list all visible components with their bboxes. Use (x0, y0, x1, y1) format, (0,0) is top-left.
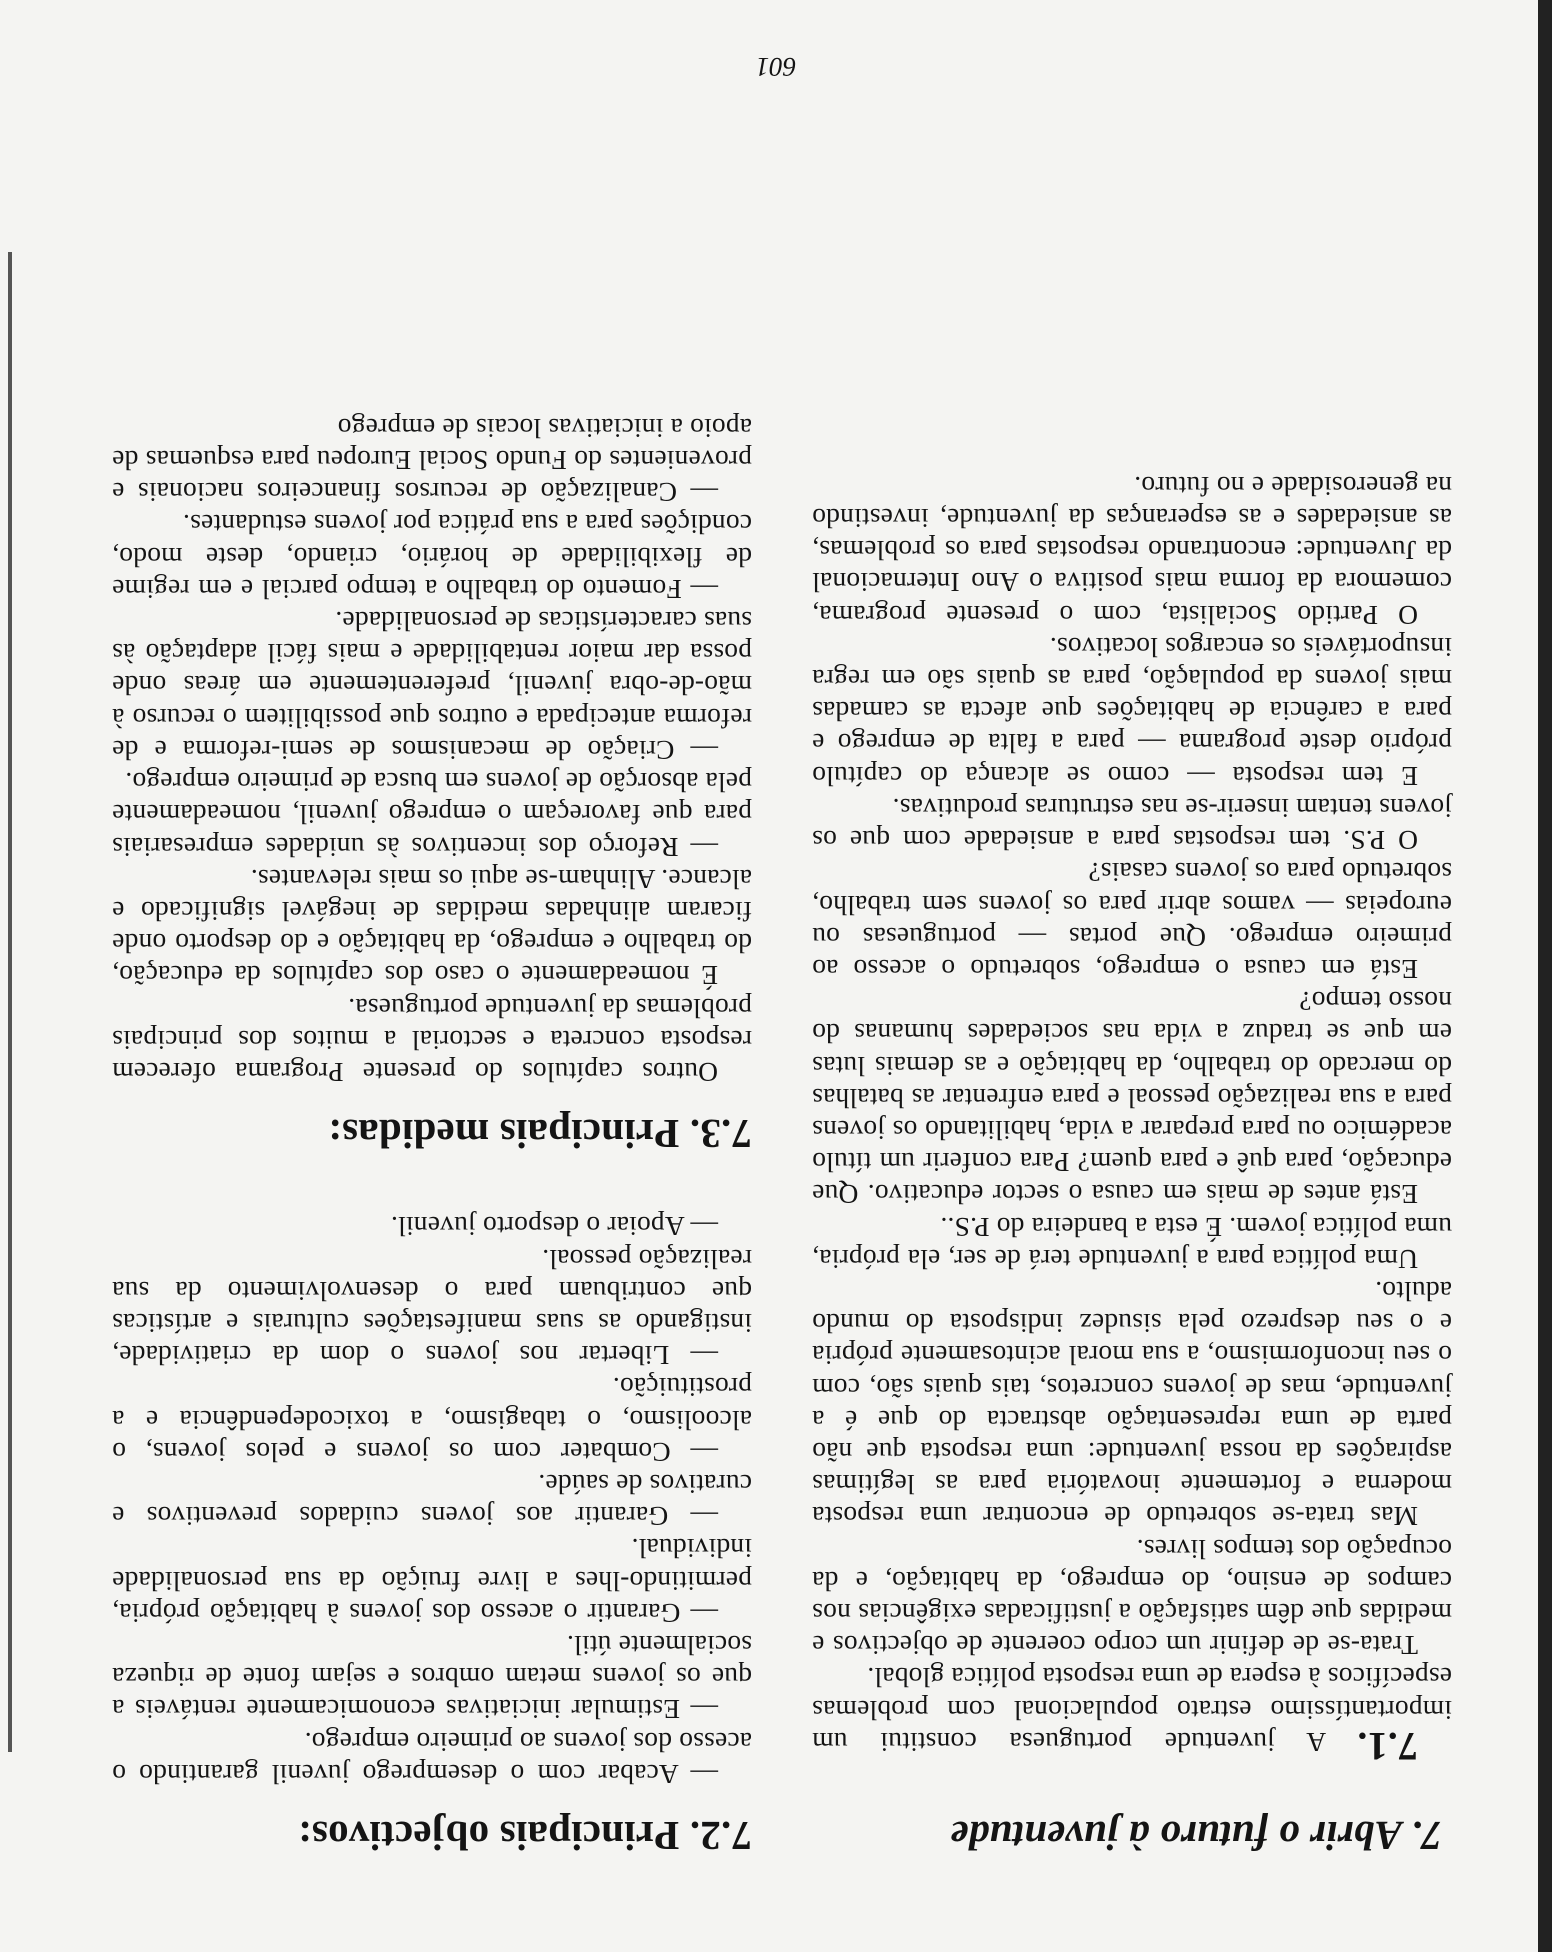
measure-item: — Canalização de recursos financeiros nacionais e provenientes do Fundo Social Europeu para esquemas de apoio a iniciativas locais de emprego (112, 412, 752, 509)
objective-item: — Garantir aos jovens cuidados preventivos e curativos de saúde. (112, 1468, 752, 1533)
chapter-title: 7. Abrir o futuro à juventude (950, 1813, 1442, 1859)
measure-item: — Reforço dos incentivos às unidades empresariais para que favoreçam o emprego juvenil, nomeadamente pela absorção de jovens em busca de primeiro emprego. (112, 767, 752, 863)
measure-item: — Criação de mecanismos de semi-reforma e de reforma antecipada e outros que possibilitem o recurso à mão-de-obra juvenil, preferentemente em áreas onde possa dar maior rentabilidade e mais fácil adaptação às suas características de personalidade. (112, 606, 752, 766)
right-column (112, 412, 752, 1859)
objective-item: — Garantir o acesso dos jovens à habitação própria, permitindo-lhes a livre fruição da sua personalidade individual. (112, 1533, 752, 1629)
section-7-1-paragraph: Está antes de mais em causa o sector educativo. Que educação, para quê e para quem? Para conferir um título académico ou para preparar a vida, habilitando os jovens para a sua realização pessoal e para enfrentar as batalhas do mercado do trabalho, da habitação e as demais lutas em que se traduz a vida nas sociedades humanas do nosso tempo? (812, 986, 1452, 1211)
objective-item: — Apoiar o desporto juvenil. (390, 1211, 718, 1243)
section-7-1-paragraph: 7.1. A juventude portuguesa constitui um importantíssimo estrato populacional com problemas específicos à espera de uma resposta política global. (812, 1662, 1452, 1769)
section-7-2-title: 7.2. Principais objectivos: (297, 1813, 752, 1859)
section-7-1-paragraph: Mas trata-se sobretudo de encontrar uma resposta moderna e fortemente inovatória para as legítimas aspirações da nossa juventude: uma resposta que não parta de uma representação abstracta do que é a juventude, mas de jovens concretos, tais quais são, com o seu inconformismo, a sua moral acintosamente própria e o seu desprezo pela sisudez indisposta do mundo adulto. (812, 1275, 1452, 1533)
scan-border-right (8, 252, 12, 1752)
objective-item: — Libertar nos jovens o dom da criatividade, instigando as suas manifestações culturais e artísticas que contribuam para o desenvolvimento da sua realização pessoal. (112, 1243, 752, 1372)
section-7-1-paragraph: O P.S. tem respostas para a ansiedade com que os jovens tentam inserir-se nas estruturas produtivas. (812, 792, 1452, 857)
objective-item: — Acabar com o desemprego juvenil garantindo o acesso dos jovens ao primeiro emprego. (112, 1726, 752, 1790)
page-number: 601 (755, 52, 797, 82)
section-7-1-paragraph: Trata-se de definir um corpo coerente de objectivos e medidas que dêm satisfação a justificadas exigências nos campos de ensino, do emprego, da habitação, e da ocupação dos tempos livres. (812, 1533, 1452, 1662)
objective-item: — Combater com os jovens e pelos jovens, o alcoolismo, o tabagismo, a toxicodependência e a prostituição. (112, 1372, 752, 1468)
measure-item: — Fomento do trabalho a tempo parcial e em regime de flexibilidade de horário, criando, deste modo, condições para a sua prática por jovens estudantes. (112, 509, 752, 605)
section-7-1-paragraph: O Partido Socialista, com o presente programa, comemora da forma mais positiva o Ano Internacional da Juventude: encontrando respostas para os problemas, as ansiedades e as esperanças da juventude, investindo na generosidade e no futuro. (812, 470, 1452, 631)
section-7-1-paragraph: Está em causa o emprego, sobretudo o acesso ao primeiro emprego. Que portas — portuguesas ou europeias — vamos abrir para os jovens sem trabalho, sobretudo para os jovens casais? (812, 857, 1452, 985)
section-number: 7.1. (1357, 1723, 1418, 1769)
measures-paragraph: Outros capítulos do presente Programa oferecem resposta concreta e sectorial a muitos dos principais problemas da juventude portuguesa. (112, 992, 752, 1088)
section-7-1-paragraph: Uma política para a juventude terá de ser, ela própria, uma política jovem. É esta a bandeira do P.S.. (812, 1211, 1452, 1275)
section-7-1-paragraph: E tem resposta — como se alcança do capítulo próprio deste programa — para a falta de emprego e para a carência de habitações que afecta as camadas mais jovens da população, para as quais são em regra insuportáveis os encargos locativos. (812, 631, 1452, 792)
measures-paragraph: É nomeadamente o caso dos capítulos da educação, do trabalho e emprego, da habitação e do desporto onde ficaram alinhadas medidas de inegável significado e alcance. Alinham-se aqui os mais relevantes. (112, 863, 752, 992)
left-column (812, 470, 1452, 1859)
scan-border-left (1538, 0, 1552, 1952)
section-7-3-title: 7.3. Principais medidas: (328, 1111, 752, 1158)
objective-item: — Estimular iniciativas economicamente rentáveis a que os jovens metam ombros e sejam fonte de riqueza socialmente útil. (112, 1629, 752, 1726)
